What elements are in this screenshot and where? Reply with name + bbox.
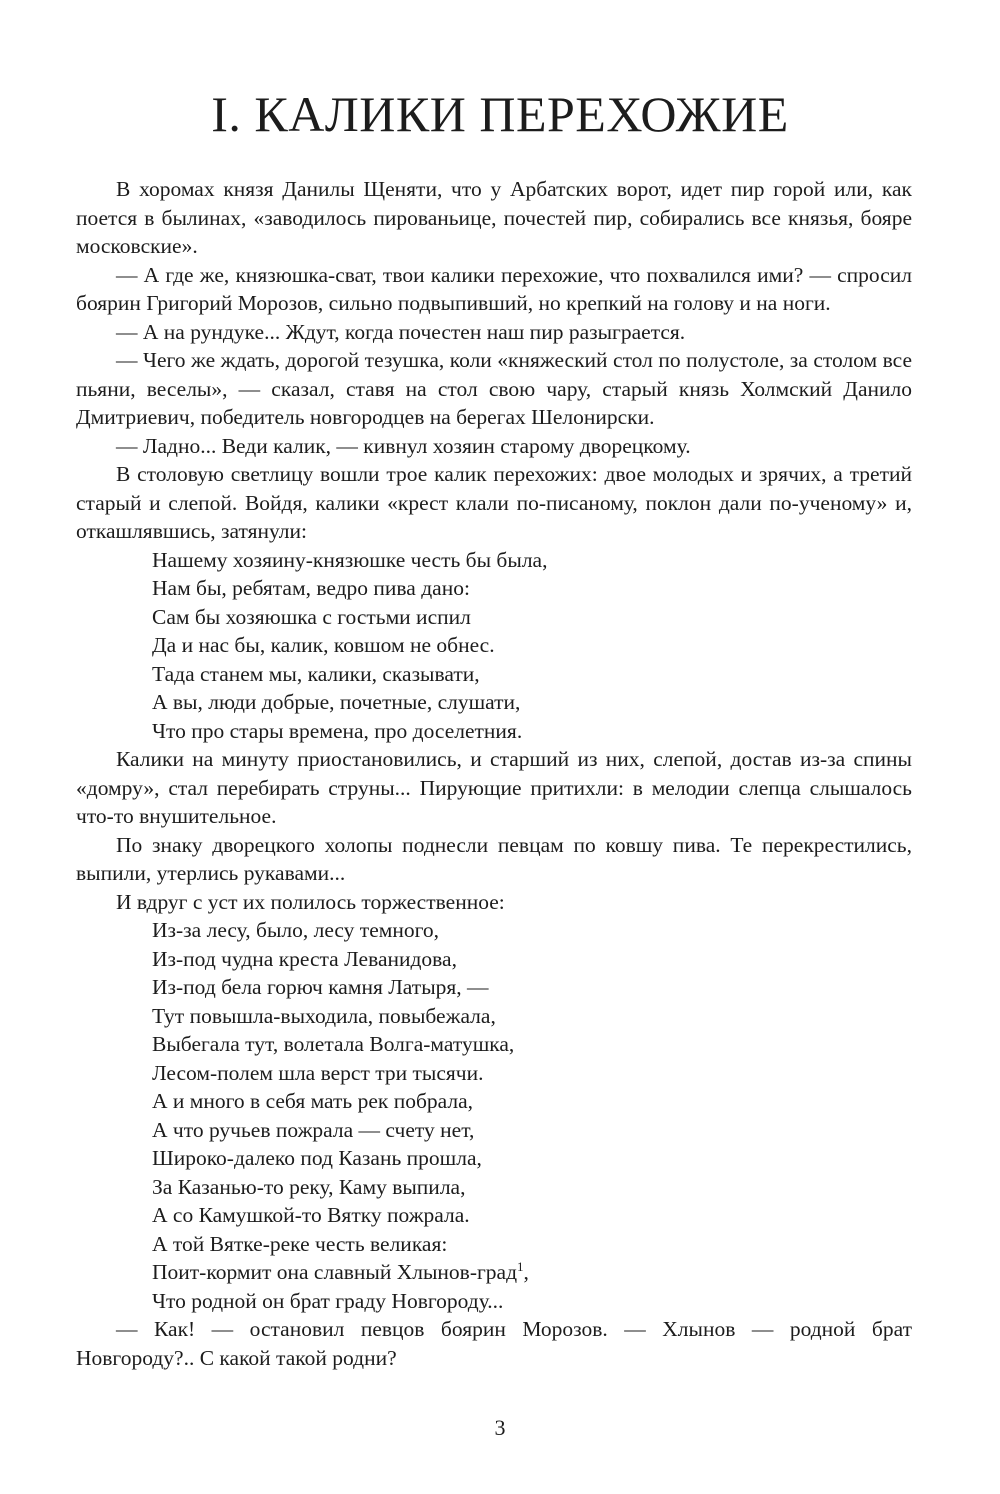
paragraph: — Чего же ждать, дорогой тезушка, коли «княжеский стол по полустоле, за столом все пьяни, веселы», — сказал, ставя на стол свою чару, старый князь Холмский Данило Дмитриевич, победитель новгородцев на берегах Шелонирски. xyxy=(76,348,912,429)
verse-line: Лесом-полем шла верст три тысячи. xyxy=(152,1060,484,1085)
verse-punctuation: , xyxy=(523,1260,529,1284)
paragraph: Калики на минуту приостановились, и старший из них, слепой, достав из-за спины «домру», стал перебирать струны... Пирующие притихли: в мелодии слепца слышалось что-то внушительное. xyxy=(76,747,912,828)
verse-line: А что ручьев пожрала — счету нет, xyxy=(152,1117,475,1142)
verse-line: Да и нас бы, калик, ковшом не обнес. xyxy=(152,633,495,657)
paragraph: — Как! — остановил певцов боярин Морозов. — Хлынов — родной брат Новгороду?.. С какой такой родни? xyxy=(76,1317,912,1370)
paragraph: В столовую светлицу вошли трое калик перехожих: двое молодых и зрячих, а третий старый и слепой. Войдя, калики «крест клали по-писаному, поклон дали по-ученому» и, откашлявшись, затянули: xyxy=(76,462,912,543)
verse-line: Выбегала тут, волетала Волга-матушка, xyxy=(152,1032,515,1056)
paragraph: По знаку дворецкого холопы поднесли певцам по ковшу пива. Те перекрестились, выпили, утерлись рукавами... xyxy=(76,832,912,885)
paragraph: И вдруг с уст их полилось торжественное: xyxy=(116,889,505,914)
verse-line: Нашему хозяину-князюшке честь бы была, xyxy=(152,547,548,572)
verse-line: Из-под чудна креста Леванидова, xyxy=(152,946,457,971)
verse-line: Что родной он брат граду Новгороду... xyxy=(152,1288,504,1313)
verse-line: А со Камушкой-то Вятку пожрала. xyxy=(152,1203,470,1227)
verse-line: За Казанью-то реку, Каму выпила, xyxy=(152,1174,466,1199)
verse-line: А и много в себя мать рек побрала, xyxy=(152,1089,474,1113)
verse-text: Поит-кормит она славный Хлынов-град xyxy=(152,1260,518,1284)
verse-line: А той Вятке-реке честь великая: xyxy=(152,1231,448,1256)
paragraph: — А на рундуке... Ждут, когда почестен наш пир разыграется. xyxy=(116,319,686,344)
verse-line-with-footnote xyxy=(152,1258,912,1287)
verse-line: Широко-далеко под Казань прошла, xyxy=(152,1146,482,1170)
paragraph: — Ладно... Веди калик, — кивнул хозяин старому дворецкому. xyxy=(116,433,691,458)
verse-line: Что про стары времена, про доселетния. xyxy=(152,718,523,743)
verse-line: А вы, люди добрые, почетные, слушати, xyxy=(152,690,521,714)
page-number: 3 xyxy=(494,1415,506,1440)
verse-line: Сам бы хозяюшка с гостьми испил xyxy=(152,604,471,629)
paragraph: В хоромах князя Данилы Щеняти, что у Арбатских ворот, идет пир горой или, как поется в былинах, «заводилось пированьице, почестей пир, собирались все князья, бояре московские». xyxy=(76,177,912,258)
verse-line: Нам бы, ребятам, ведро пива дано: xyxy=(152,576,470,600)
verse-line: Из-за лесу, было, лесу темного, xyxy=(152,918,440,942)
verse-line: Тут повышла-выходила, повыбежала, xyxy=(152,1003,496,1028)
verse-block xyxy=(76,916,912,1315)
verse-block xyxy=(76,546,912,746)
verse-line: Тада станем мы, калики, сказывати, xyxy=(152,661,480,686)
paragraph: — А где же, князюшка-сват, твои калики перехожие, что похвалился ими? — спросил боярин Григорий Морозов, сильно подвыпивший, но крепкий на голову и на ноги. xyxy=(76,262,912,315)
footnote-marker[interactable]: 1 xyxy=(517,1258,524,1274)
page-body xyxy=(76,175,912,1372)
verse-line: Из-под бела горюч камня Латыря, — xyxy=(152,975,489,999)
chapter-title: I. КАЛИКИ ПЕРЕХОЖИЕ xyxy=(211,86,789,142)
